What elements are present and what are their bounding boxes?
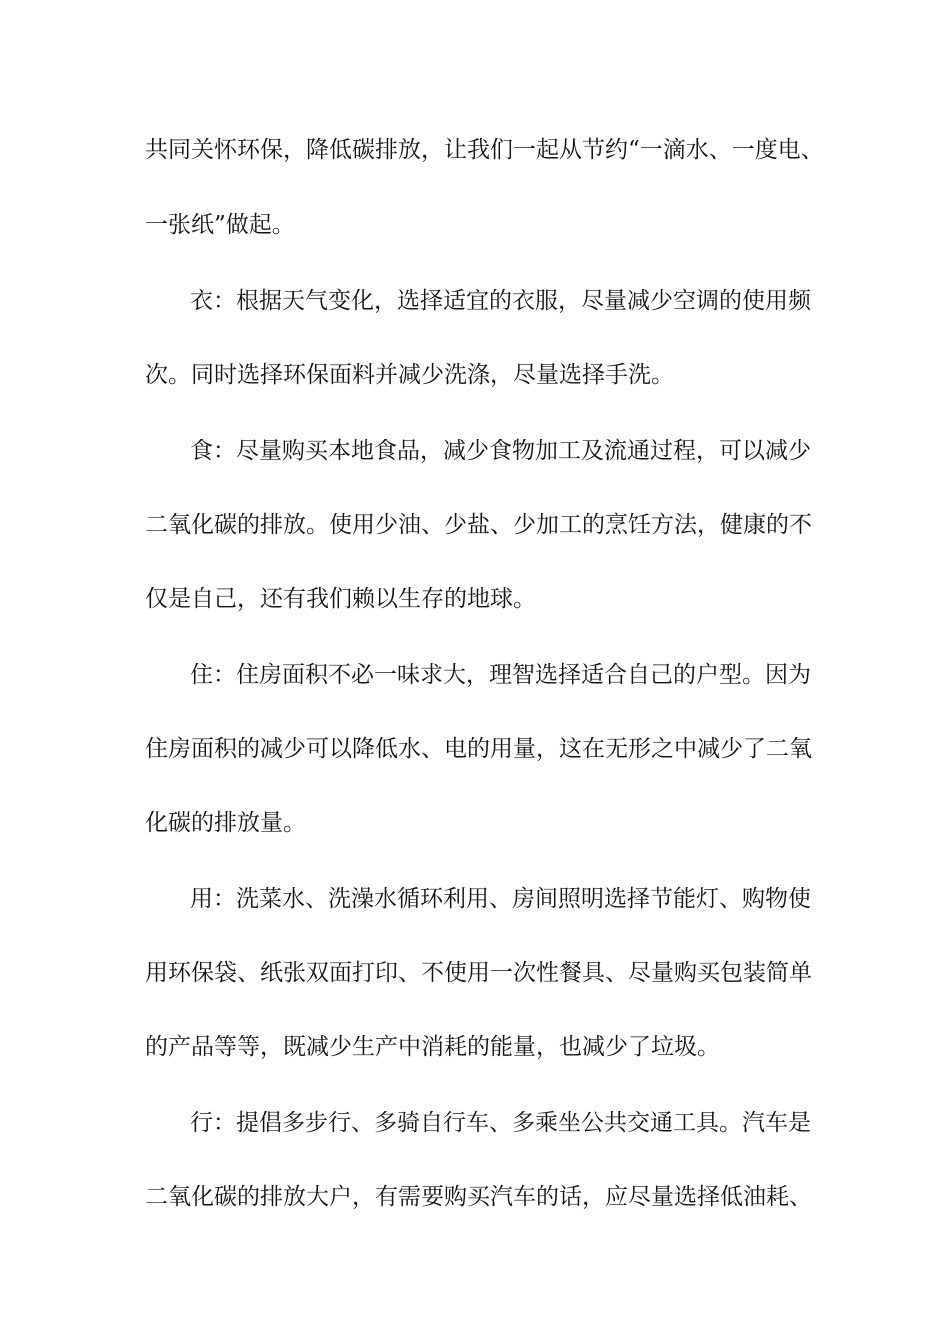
text-line: 仅是自己，还有我们赖以生存的地球。 bbox=[145, 586, 536, 612]
text-line: 二氧化碳的排放大户，有需要购买汽车的话，应尽量选择低油耗、 bbox=[145, 1184, 812, 1210]
paragraph-usage-line: 用：洗菜水、洗澡水循环利用、房间照明选择节能灯、购物使 bbox=[190, 886, 811, 912]
text-line: 一张纸”做起。 bbox=[145, 212, 295, 238]
text-line: 住房面积的减少可以降低水、电的用量，这在无形之中减少了二氧 bbox=[145, 736, 812, 762]
text-line: 二氧化碳的排放。使用少油、少盐、少加工的烹饪方法，健康的不 bbox=[145, 512, 812, 538]
text-line: 用环保袋、纸张双面打印、不使用一次性餐具、尽量购买包装简单 bbox=[145, 960, 812, 986]
paragraph-clothing-line: 衣：根据天气变化，选择适宜的衣服，尽量减少空调的使用频 bbox=[190, 288, 811, 314]
text-line: 次。同时选择环保面料并减少洗涤，尽量选择手洗。 bbox=[145, 362, 674, 388]
text-line: 共同关怀环保，降低碳排放，让我们一起从节约“一滴水、一度电、 bbox=[145, 137, 824, 163]
paragraph-housing-line: 住：住房面积不必一味求大，理智选择适合自己的户型。因为 bbox=[190, 662, 811, 688]
text-line: 化碳的排放量。 bbox=[145, 810, 306, 836]
text-line: 的产品等等，既减少生产中消耗的能量，也减少了垃圾。 bbox=[145, 1034, 720, 1060]
paragraph-travel-line: 行：提倡多步行、多骑自行车、多乘坐公共交通工具。汽车是 bbox=[190, 1110, 811, 1136]
paragraph-food-line: 食：尽量购买本地食品，减少食物加工及流通过程，可以减少 bbox=[190, 438, 811, 464]
